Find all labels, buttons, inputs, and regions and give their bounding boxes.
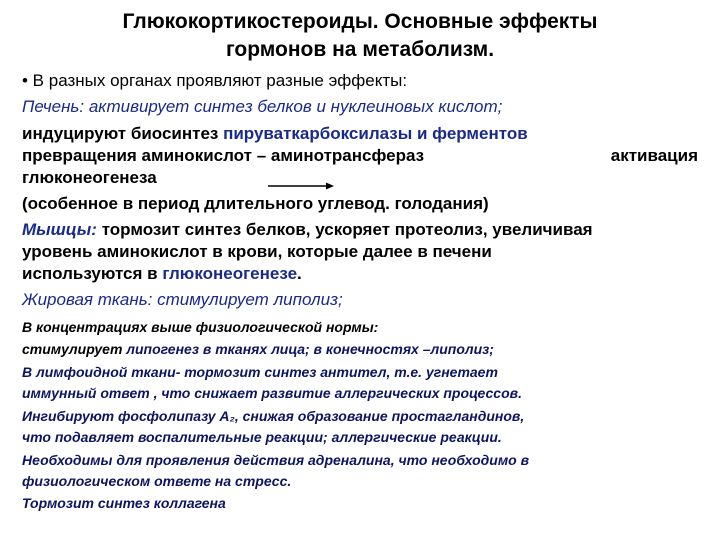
rest-line-2 (22, 341, 494, 357)
slide-title (60, 8, 660, 64)
rest-line-7: Необходимы для проявления действия адреналина, что необходимо в (22, 452, 530, 468)
rest-line-8: физиологическом ответе на стресс. (22, 473, 292, 489)
muscle-line-1-text: тормозит синтез белков, ускоряет протеолиз, увеличивая (96, 220, 593, 239)
muscle-line-3c: . (297, 264, 302, 283)
muscle-line-3 (22, 264, 302, 284)
liver-line-3 (22, 146, 698, 166)
rest-line-6: что подавляет воспалительные реакции; аллергические реакции. (22, 429, 502, 445)
intro-bullet: • В разных органах проявляют разные эффекты: (22, 71, 408, 90)
muscle-line-3a: используются в (22, 264, 163, 283)
rest-line-4: иммунный ответ , что снижает развитие аллергических процессов. (22, 385, 522, 401)
muscle-line-3b: глюконеогенезе (162, 264, 298, 283)
liver-line-5: (особенное в период длительного углевод. голодания) (22, 194, 489, 213)
liver-line-3a: превращения аминокислот – аминотрансфераз (22, 146, 425, 165)
muscle-line-2: уровень аминокислот в крови, которые далее в печени (22, 242, 492, 261)
rest-line-2b: липогенез в тканях лица; в конечностях –липолиз; (126, 341, 494, 357)
fat-heading: Жировая ткань: стимулирует липолиз; (22, 290, 343, 309)
title-line-2: гормонов на метаболизм. (225, 38, 495, 61)
liver-line-4: глюконеогенеза (22, 168, 157, 187)
muscle-label: Мышцы: (22, 220, 97, 239)
liver-line-3b: активация (610, 146, 698, 165)
liver-line-2b: пируваткарбоксилазы и ферментов (223, 124, 528, 143)
title-line-1: Глюкокортикостероиды. Основные эффекты (122, 10, 598, 33)
rest-line-9: Тормозит синтез коллагена (22, 495, 226, 511)
muscle-line-1 (22, 220, 593, 240)
liver-heading: Печень: активирует синтез белков и нуклеиновых кислот; (22, 97, 503, 116)
rest-line-2a: стимулирует (22, 341, 127, 357)
arrow-icon (268, 181, 334, 191)
rest-line-5: Ингибируют фосфолипазу А₂, снижая образование простагландинов, (22, 408, 525, 424)
rest-line-3: В лимфоидной ткани- тормозит синтез антител, т.е. угнетает (22, 364, 498, 380)
liver-line-2 (22, 124, 528, 144)
rest-line-1: В концентрациях выше физиологической нормы: (22, 319, 379, 335)
liver-line-2a: индуцируют биосинтез (22, 124, 224, 143)
